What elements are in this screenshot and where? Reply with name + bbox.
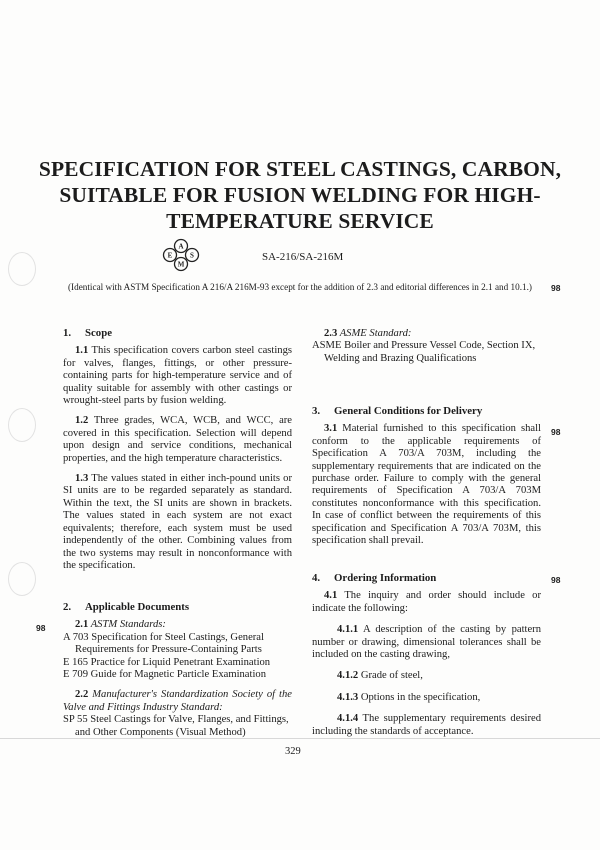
divider — [0, 738, 600, 739]
reference-item: E 165 Practice for Liquid Penetrant Examination — [63, 656, 271, 668]
designation: SA-216/SA-216M — [262, 251, 344, 263]
reference-item: SP 55 Steel Castings for Valve, Flanges, and Fittings, and Other Components (Visual Method) — [63, 714, 289, 738]
revision-mark: 98 — [551, 427, 561, 437]
section-2-3: 2.3 ASME Standard: ASME Boiler and Pressure Vessel Code, Section IX, Welding and Brazing Qualifications — [312, 328, 541, 365]
title-line: SPECIFICATION FOR STEEL CASTINGS, CARBON, — [38, 157, 562, 181]
punch-hole — [8, 252, 36, 286]
title-line: TEMPERATURE SERVICE — [166, 209, 434, 233]
reference-item: ASME Boiler and Pressure Vessel Code, Section IX, Welding and Brazing Qualifications — [312, 340, 536, 364]
section-3-general-conditions: 3. General Conditions for Delivery 3.1 Material furnished to this specification shall conform to the applicable requirements of Specification A 703/A 703M, including the supplementary requirements that are indicated on the purchase order. Failure to comply with the general requirements of Specification A 703/A 703M constitutes nonconformance with this specification. In case of conflict between the requirements of this specification and Specification A 703/A 703M, this specification shall prevail. — [312, 405, 541, 547]
document-title — [0, 156, 600, 234]
svg-text:E: E — [167, 251, 173, 260]
revision-mark: 98 — [551, 575, 561, 585]
svg-text:S: S — [190, 251, 194, 260]
section-heading: 3. General Conditions for Delivery — [312, 405, 483, 417]
section-4-ordering-information: 4. Ordering Information 4.1 The inquiry and order should include or indicate the following: 4.1.1 A description of the casting by pattern number or drawing, dimensional tolerances shall be included on the casting drawing, 4.1.2 Grade of steel, 4.1.3 Options in the specification, 4.1.4 The supplementary requirements desired including the standards of acceptance. — [312, 572, 541, 737]
svg-text:A: A — [178, 242, 184, 251]
list-item: 4.1.2 Grade of steel, — [337, 670, 423, 682]
punch-hole — [8, 562, 36, 596]
asme-logo-icon — [160, 238, 202, 272]
list-item: 4.1.1 A description of the casting by pattern number or drawing, dimensional tolerances shall be included on the casting drawing, — [312, 624, 541, 661]
section-heading: 1. Scope — [63, 327, 112, 339]
section-heading: 2. Applicable Documents — [63, 601, 190, 613]
section-2-applicable-documents: 2. Applicable Documents 2.1 ASTM Standards: A 703 Specification for Steel Castings, General Requirements for Pressure-Containing Parts E 165 Practice for Liquid Penetrant Examination E 709 Guide for Magnetic Particle Examination 2.2 Manufacturer's Standardization Society of the Valve and Fittings Industry Standard: SP 55 Steel Castings for Valve, Flanges, and Fittings, and Other Components (Visual Method) — [63, 601, 292, 738]
reference-item: E 709 Guide for Magnetic Particle Examination — [63, 669, 266, 681]
revision-mark: 98 — [36, 623, 46, 633]
revision-mark: 98 — [551, 283, 561, 293]
list-item: 4.1.3 Options in the specification, — [337, 691, 481, 703]
edition-note: (Identical with ASTM Specification A 216/A 216M-93 except for the addition of 2.3 and editorial differences in 2.1 and 10.1.) — [68, 282, 532, 292]
reference-item: A 703 Specification for Steel Castings, General Requirements for Pressure-Containing Parts — [63, 631, 264, 656]
list-item: 4.1.4 The supplementary requirements desired including the standards of acceptance. — [312, 713, 541, 737]
svg-text:M: M — [177, 260, 185, 269]
section-1-scope: 1. Scope 1.1 This specification covers carbon steel castings for valves, flanges, fittings, or other pressure-containing parts for high-temperature service and of quality suitable for assembly with other castings or wrought-steel parts by fusion welding. 1.2 Three grades, WCA, WCB, and WCC, are covered in this specification. Selection will depend upon design and service conditions, mechanical properties, and the high temperature characteristics. 1.3 The values stated in either inch-pound units or SI units are to be regarded separately as standard. Within the text, the SI units are shown in brackets. The values stated in each system are not exact equivalents; therefore, each system must be used independently of the other. Combining values from the two systems may result in nonconformance with the specification. — [63, 327, 292, 571]
page-number: 329 — [285, 746, 301, 757]
title-line: SUITABLE FOR FUSION WELDING FOR HIGH- — [59, 183, 541, 207]
section-heading: 4. Ordering Information — [312, 572, 437, 584]
punch-hole — [8, 408, 36, 442]
